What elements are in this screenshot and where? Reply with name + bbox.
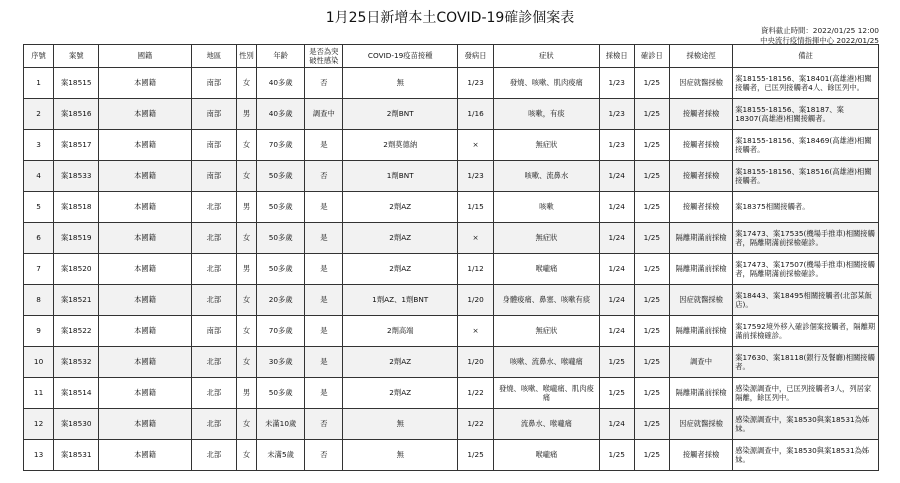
table-header-row [24, 45, 879, 68]
testing-route-cell: 調查中 [669, 347, 732, 378]
region-cell: 北部 [191, 347, 236, 378]
testing-route-cell: 因症就醫採檢 [669, 68, 732, 99]
sex-cell: 女 [236, 285, 256, 316]
sex-cell: 女 [236, 440, 256, 471]
onset-date-cell: 1/22 [457, 409, 493, 440]
sampling-date-cell: 1/23 [599, 68, 634, 99]
region-cell: 北部 [191, 254, 236, 285]
serial-cell: 1 [24, 68, 54, 99]
nationality-cell: 本國籍 [99, 316, 191, 347]
case-id-cell: 案18516 [54, 99, 99, 130]
onset-date-cell: × [457, 223, 493, 254]
sampling-date-cell: 1/24 [599, 223, 634, 254]
column-header: 採檢途徑 [669, 45, 732, 68]
vaccine-cell: 1劑BNT [343, 161, 458, 192]
age-cell: 50多歲 [257, 192, 305, 223]
sampling-date-cell: 1/24 [599, 285, 634, 316]
nationality-cell: 本國籍 [99, 409, 191, 440]
sampling-date-cell: 1/24 [599, 409, 634, 440]
testing-route-cell: 接觸者採檢 [669, 192, 732, 223]
table-row [24, 161, 879, 192]
onset-date-cell: 1/16 [457, 99, 493, 130]
case-id-cell: 案18521 [54, 285, 99, 316]
symptoms-cell: 身體痠痛、鼻塞、咳嗽有痰 [494, 285, 599, 316]
confirmed-date-cell: 1/25 [634, 347, 669, 378]
vaccine-cell: 無 [343, 409, 458, 440]
serial-cell: 11 [24, 378, 54, 409]
symptoms-cell: 咳嗽、流鼻水 [494, 161, 599, 192]
case-id-cell: 案18532 [54, 347, 99, 378]
serial-cell: 6 [24, 223, 54, 254]
region-cell: 北部 [191, 192, 236, 223]
breakthrough-cell: 否 [305, 68, 343, 99]
case-id-cell: 案18519 [54, 223, 99, 254]
nationality-cell: 本國籍 [99, 285, 191, 316]
vaccine-cell: 2劑AZ [343, 192, 458, 223]
table-row [24, 285, 879, 316]
age-cell: 50多歲 [257, 378, 305, 409]
nationality-cell: 本國籍 [99, 161, 191, 192]
serial-cell: 13 [24, 440, 54, 471]
breakthrough-cell: 否 [305, 161, 343, 192]
onset-date-cell: 1/22 [457, 378, 493, 409]
data-cutoff-time: 資料截止時間：2022/01/25 12:00 [761, 26, 879, 35]
table-row [24, 254, 879, 285]
case-rows [24, 68, 879, 471]
vaccine-cell: 無 [343, 440, 458, 471]
confirmed-date-cell: 1/25 [634, 316, 669, 347]
breakthrough-cell: 是 [305, 223, 343, 254]
confirmed-date-cell: 1/25 [634, 192, 669, 223]
age-cell: 70多歲 [257, 130, 305, 161]
symptoms-cell: 咳嗽，有痰 [494, 99, 599, 130]
case-id-cell: 案18530 [54, 409, 99, 440]
region-cell: 北部 [191, 378, 236, 409]
sampling-date-cell: 1/24 [599, 316, 634, 347]
note-cell: 案17473、案17535(機場手推車)相關接觸者，隔離期滿前採檢確診。 [733, 223, 879, 254]
breakthrough-cell: 是 [305, 347, 343, 378]
sampling-date-cell: 1/24 [599, 161, 634, 192]
age-cell: 50多歲 [257, 254, 305, 285]
case-id-cell: 案18515 [54, 68, 99, 99]
note-cell: 案18155-18156、案18187、案18307(高雄港)相關接觸者。 [733, 99, 879, 130]
onset-date-cell: 1/23 [457, 161, 493, 192]
region-cell: 北部 [191, 440, 236, 471]
breakthrough-cell: 是 [305, 130, 343, 161]
column-header: 序號 [24, 45, 54, 68]
column-header: 國籍 [99, 45, 191, 68]
confirmed-date-cell: 1/25 [634, 223, 669, 254]
breakthrough-cell: 是 [305, 285, 343, 316]
confirmed-date-cell: 1/25 [634, 378, 669, 409]
vaccine-cell: 2劑AZ [343, 254, 458, 285]
column-header: 採檢日 [599, 45, 634, 68]
note-cell: 案18155-18156、案18469(高雄港)相關接觸者。 [733, 130, 879, 161]
sampling-date-cell: 1/25 [599, 440, 634, 471]
age-cell: 50多歲 [257, 161, 305, 192]
region-cell: 南部 [191, 130, 236, 161]
region-cell: 南部 [191, 68, 236, 99]
column-header: COVID-19疫苗接種 [343, 45, 458, 68]
symptoms-cell: 咳嗽、流鼻水、喉嚨痛 [494, 347, 599, 378]
breakthrough-cell: 否 [305, 440, 343, 471]
confirmed-date-cell: 1/25 [634, 161, 669, 192]
sampling-date-cell: 1/23 [599, 130, 634, 161]
symptoms-cell: 咳嗽 [494, 192, 599, 223]
age-cell: 70多歲 [257, 316, 305, 347]
region-cell: 南部 [191, 161, 236, 192]
note-cell: 案17630、案18118(銀行及餐廳)相關接觸者。 [733, 347, 879, 378]
column-header: 備註 [733, 45, 879, 68]
serial-cell: 8 [24, 285, 54, 316]
breakthrough-cell: 調查中 [305, 99, 343, 130]
sex-cell: 女 [236, 316, 256, 347]
case-table [23, 44, 879, 471]
symptoms-cell: 發燒、咳嗽、喉嚨痛、肌肉痠痛 [494, 378, 599, 409]
confirmed-date-cell: 1/25 [634, 440, 669, 471]
vaccine-cell: 1劑AZ、1劑BNT [343, 285, 458, 316]
note-cell: 案18443、案18495相關接觸者(北部某飯店)。 [733, 285, 879, 316]
note-cell: 案17473、案17507(機場手推車)相關接觸者，隔離期滿前採檢確診。 [733, 254, 879, 285]
testing-route-cell: 隔離期滿前採檢 [669, 316, 732, 347]
note-cell: 案18155-18156、案18516(高雄港)相關接觸者。 [733, 161, 879, 192]
note-cell: 感染源調查中，已匡列接觸者3人，列居家隔離，餘匡列中。 [733, 378, 879, 409]
breakthrough-cell: 否 [305, 409, 343, 440]
table-row [24, 223, 879, 254]
nationality-cell: 本國籍 [99, 223, 191, 254]
sampling-date-cell: 1/25 [599, 378, 634, 409]
column-header: 案號 [54, 45, 99, 68]
onset-date-cell: 1/12 [457, 254, 493, 285]
note-cell: 案18375相關接觸者。 [733, 192, 879, 223]
sex-cell: 男 [236, 378, 256, 409]
serial-cell: 12 [24, 409, 54, 440]
onset-date-cell: 1/25 [457, 440, 493, 471]
confirmed-date-cell: 1/25 [634, 68, 669, 99]
age-cell: 40多歲 [257, 99, 305, 130]
confirmed-date-cell: 1/25 [634, 285, 669, 316]
sex-cell: 女 [236, 347, 256, 378]
testing-route-cell: 隔離期滿前採檢 [669, 254, 732, 285]
report-meta [760, 26, 879, 46]
age-cell: 未滿5歲 [257, 440, 305, 471]
sex-cell: 男 [236, 254, 256, 285]
sampling-date-cell: 1/24 [599, 192, 634, 223]
nationality-cell: 本國籍 [99, 347, 191, 378]
column-header: 年齡 [257, 45, 305, 68]
sex-cell: 男 [236, 99, 256, 130]
case-id-cell: 案18514 [54, 378, 99, 409]
symptoms-cell: 無症狀 [494, 223, 599, 254]
region-cell: 北部 [191, 409, 236, 440]
table-row [24, 378, 879, 409]
symptoms-cell: 無症狀 [494, 316, 599, 347]
sex-cell: 女 [236, 161, 256, 192]
confirmed-date-cell: 1/25 [634, 130, 669, 161]
symptoms-cell: 喉嚨痛 [494, 254, 599, 285]
vaccine-cell: 2劑BNT [343, 99, 458, 130]
table-row [24, 409, 879, 440]
symptoms-cell: 喉嚨痛 [494, 440, 599, 471]
sampling-date-cell: 1/25 [599, 347, 634, 378]
nationality-cell: 本國籍 [99, 378, 191, 409]
age-cell: 40多歲 [257, 68, 305, 99]
onset-date-cell: 1/20 [457, 347, 493, 378]
symptoms-cell: 發燒、咳嗽、肌肉痠痛 [494, 68, 599, 99]
vaccine-cell: 2劑AZ [343, 223, 458, 254]
nationality-cell: 本國籍 [99, 254, 191, 285]
onset-date-cell: 1/20 [457, 285, 493, 316]
confirmed-date-cell: 1/25 [634, 99, 669, 130]
table-row [24, 130, 879, 161]
table-row [24, 99, 879, 130]
table-row [24, 68, 879, 99]
case-id-cell: 案18520 [54, 254, 99, 285]
vaccine-cell: 2劑莫德納 [343, 130, 458, 161]
source-agency: 中央流行疫情指揮中心 2022/01/25 [760, 36, 879, 45]
case-id-cell: 案18517 [54, 130, 99, 161]
case-id-cell: 案18522 [54, 316, 99, 347]
case-id-cell: 案18531 [54, 440, 99, 471]
breakthrough-cell: 是 [305, 254, 343, 285]
breakthrough-cell: 是 [305, 378, 343, 409]
region-cell: 南部 [191, 316, 236, 347]
testing-route-cell: 隔離期滿前採檢 [669, 223, 732, 254]
serial-cell: 2 [24, 99, 54, 130]
sex-cell: 女 [236, 223, 256, 254]
onset-date-cell: × [457, 130, 493, 161]
column-header: 發病日 [457, 45, 493, 68]
nationality-cell: 本國籍 [99, 68, 191, 99]
sex-cell: 女 [236, 68, 256, 99]
nationality-cell: 本國籍 [99, 440, 191, 471]
age-cell: 未滿10歲 [257, 409, 305, 440]
nationality-cell: 本國籍 [99, 192, 191, 223]
column-header: 地區 [191, 45, 236, 68]
case-id-cell: 案18533 [54, 161, 99, 192]
testing-route-cell: 接觸者採檢 [669, 130, 732, 161]
region-cell: 南部 [191, 99, 236, 130]
serial-cell: 4 [24, 161, 54, 192]
note-cell: 案17592境外移入確診個案接觸者，隔離期滿前採檢確診。 [733, 316, 879, 347]
testing-route-cell: 因症就醫採檢 [669, 285, 732, 316]
breakthrough-cell: 是 [305, 192, 343, 223]
sex-cell: 女 [236, 409, 256, 440]
table-row [24, 192, 879, 223]
symptoms-cell: 流鼻水、喉嚨痛 [494, 409, 599, 440]
testing-route-cell: 接觸者採檢 [669, 99, 732, 130]
note-cell: 感染源調查中，案18530與案18531為姊妹。 [733, 440, 879, 471]
case-id-cell: 案18518 [54, 192, 99, 223]
nationality-cell: 本國籍 [99, 99, 191, 130]
sampling-date-cell: 1/23 [599, 99, 634, 130]
confirmed-date-cell: 1/25 [634, 409, 669, 440]
note-cell: 感染源調查中，案18530與案18531為姊妹。 [733, 409, 879, 440]
vaccine-cell: 無 [343, 68, 458, 99]
vaccine-cell: 2劑AZ [343, 378, 458, 409]
testing-route-cell: 接觸者採檢 [669, 161, 732, 192]
onset-date-cell: 1/15 [457, 192, 493, 223]
region-cell: 北部 [191, 223, 236, 254]
column-header: 確診日 [634, 45, 669, 68]
page-title: 1月25日新增本土COVID-19確診個案表 [325, 10, 575, 26]
symptoms-cell: 無症狀 [494, 130, 599, 161]
onset-date-cell: 1/23 [457, 68, 493, 99]
column-header: 性別 [236, 45, 256, 68]
breakthrough-cell: 是 [305, 316, 343, 347]
note-cell: 案18155-18156、案18401(高雄港)相關接觸者，已匡列接觸者4人、餘匡列中。 [733, 68, 879, 99]
confirmed-date-cell: 1/25 [634, 254, 669, 285]
column-header: 症狀 [494, 45, 599, 68]
nationality-cell: 本國籍 [99, 130, 191, 161]
testing-route-cell: 因症就醫採檢 [669, 409, 732, 440]
column-header: 是否為突破性感染 [305, 45, 343, 68]
age-cell: 20多歲 [257, 285, 305, 316]
serial-cell: 5 [24, 192, 54, 223]
region-cell: 北部 [191, 285, 236, 316]
onset-date-cell: × [457, 316, 493, 347]
testing-route-cell: 接觸者採檢 [669, 440, 732, 471]
testing-route-cell: 隔離期滿前採檢 [669, 378, 732, 409]
serial-cell: 10 [24, 347, 54, 378]
vaccine-cell: 2劑高端 [343, 316, 458, 347]
age-cell: 30多歲 [257, 347, 305, 378]
table-row [24, 347, 879, 378]
serial-cell: 9 [24, 316, 54, 347]
sampling-date-cell: 1/24 [599, 254, 634, 285]
vaccine-cell: 2劑AZ [343, 347, 458, 378]
table-row [24, 440, 879, 471]
sex-cell: 女 [236, 130, 256, 161]
serial-cell: 3 [24, 130, 54, 161]
table-row [24, 316, 879, 347]
age-cell: 50多歲 [257, 223, 305, 254]
sex-cell: 男 [236, 192, 256, 223]
serial-cell: 7 [24, 254, 54, 285]
